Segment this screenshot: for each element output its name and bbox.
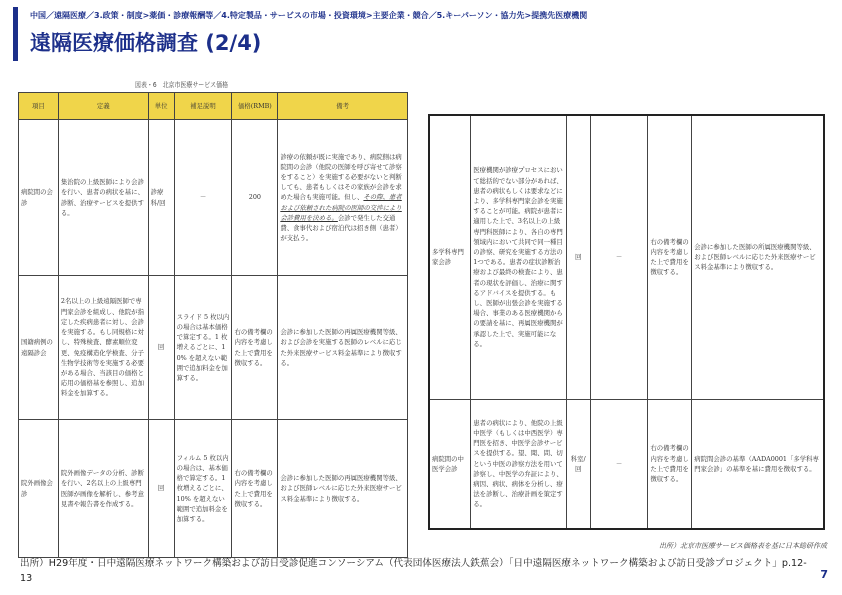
cell-remarks: 会診に参加した医師の再属医療機関等級、および医師レベルに応じた外来医療サービス料金基準により徴収する。 [278, 420, 408, 558]
cell-unit: 回 [148, 276, 174, 420]
header-unit: 単位 [148, 93, 174, 120]
cell-definition: 院外画像データの分析、診断を行い、2名以上の上級専門医師が画像を解析し、参考意見書や報告書を作成する。 [58, 420, 148, 558]
table-row [429, 399, 824, 529]
table-row [19, 120, 408, 276]
cell-unit: 診療科/回 [148, 120, 174, 276]
cell-item: 病院間の会診 [19, 120, 59, 276]
header-definition: 定義 [58, 93, 148, 120]
cell-unit: 回 [566, 115, 590, 399]
cell-definition: 2名以上の上級遠隔医師で専門家会診を組成し、他院が指定した疾病患者に対し、会診を実施する。もし同規格に対し、特殊検査、酵素順位変更、免疫構造化学検査、分子生物学技術等を実施する必要がある場合、当該目の価格と応用の価格基を参照し、追加料金を加算する。 [58, 276, 148, 420]
cell-price: 右の備考欄の内容を考慮した上で費用を徴収する。 [232, 276, 278, 420]
cell-item: 病院間の中医学会診 [429, 399, 471, 529]
cell-price: 右の備考欄の内容を考慮した上で費用を徴収する。 [232, 420, 278, 558]
cell-item: 院外画像会診 [19, 420, 59, 558]
cell-unit: 回 [148, 420, 174, 558]
cell-definition: 患者の病状により、他院の上級中医学（もしくは中西医学）専門医を招き、中医学会診サービスを提供する。望、聞、問、切という中医の診察方法を用いて診察し、中医学の弁証により、病因、病状、病体を分析し、療法を診断し、治療計画を策定する。 [471, 399, 566, 529]
header-note: 補足説明 [174, 93, 232, 120]
cell-remarks: 会診に参加した医師の所属医療機関等級、および医師レベルに応じた外来医療サービス料金基準により徴収する。 [692, 115, 824, 399]
remarks-emphasis: その際、患者および依頼された病院の医師の交渉により会診費用を決める。 [280, 193, 402, 222]
table-row [19, 276, 408, 420]
header-item: 項目 [19, 93, 59, 120]
cell-item: 多学科専門家会診 [429, 115, 471, 399]
cell-item: 国籍病例の遠隔診会 [19, 276, 59, 420]
footer-citation: 出所）H29年度・日中遠隔医療ネットワーク構築および訪日受診促進コンソーシアム（代表団体医療法人鉄蕉会）「日中遠隔医療ネットワーク構築および訪日受診プロジェクト」p.12-13 [20, 558, 807, 584]
header-price: 価格(RMB) [232, 93, 278, 120]
cell-note: スライド 5 枚以内の場合は基本価格で算定する。1 枚増えるごとに、10% を超えない範囲で追加料金を加算する。 [174, 276, 232, 420]
cell-note: － [174, 120, 232, 276]
table-row [19, 420, 408, 558]
remarks-text: 診療の依頼が既に実施であり、病院側は病院間の会診（他院の医師を呼び寄せて診察をすること）を実施する必要がないと判断しても、患者もしくはその家族が会診を求めた場合も実施可能。但し、 [280, 152, 402, 202]
header-remarks: 備考 [278, 93, 408, 120]
cell-price: 200 [232, 120, 278, 276]
cell-price: 右の備考欄の内容を考慮した上で費用を徴収する。 [648, 115, 692, 399]
cell-remarks [278, 120, 408, 276]
cell-definition: 医療機関が診療プロセスにおいて総括的でない部分があれば、患者の病状もしくは要求などにより、多学科専門家会診を実施することが可能。病院が患者に適用した上で、3名以上の上級専門科医師により、各自の専門領域内において共同で同一種目の診察、研究を実施する方法の1つである。患者の症状診断治療および最終の検査により、患者の現状を評価し、治療に関するアドバイスを提供する。もし、医師が出張会診を実施する場合、事業のある医療機関からの要請を基に、再属医療機関が承認した上で、実施可能になる。 [471, 115, 566, 399]
figure-caption: 図表・6 北京市医療サービス価格 [135, 81, 229, 89]
title-accent-bar [13, 7, 18, 61]
cell-remarks: 会診に参加した医師の再属医療機関等級、および会診を実施する医師のレベルに応じた外来医療サービス料金基準により徴収する。 [278, 276, 408, 420]
breadcrumb: 中国／遠隔医療／3.政策・制度>薬価・診療報酬等／4.特定製品・サービスの市場・投資環境>主要企業・競合／5.キーパーソン・協力先>提携先医療機関 [30, 11, 588, 20]
cell-note: フィルム 5 枚以内の場合は、基本価格で算定する。1 枚増えるごとに、10% を超えない範囲で追加料金を加算する。 [174, 420, 232, 558]
page-title: 遠隔医療価格調査 (2/4) [30, 31, 262, 55]
table-row [429, 115, 824, 399]
cell-definition: 集治院の上級医師により会診を行い、患者の病状を基に、診断、治療サービスを提供する。 [58, 120, 148, 276]
source-note: 出所）北京市医療サービス価格表を基に日本総研作成 [659, 542, 827, 550]
page-number: 7 [820, 568, 828, 581]
remarks-tail: 会診で発生した交通費、食事代および宿泊代は招き側（患者）が支払う。 [280, 213, 402, 243]
cell-unit: 科室/回 [566, 399, 590, 529]
price-table-left [18, 92, 408, 558]
cell-price: 右の備考欄の内容を考慮した上で費用を徴収する。 [648, 399, 692, 529]
cell-remarks: 病院間会診の基準（AADA0001「多学科専門家会診」の基準を基に費用を徴収する。 [692, 399, 824, 529]
table-header-row [19, 93, 408, 120]
cell-note: － [590, 399, 648, 529]
cell-note: － [590, 115, 648, 399]
price-table-right [428, 114, 825, 530]
